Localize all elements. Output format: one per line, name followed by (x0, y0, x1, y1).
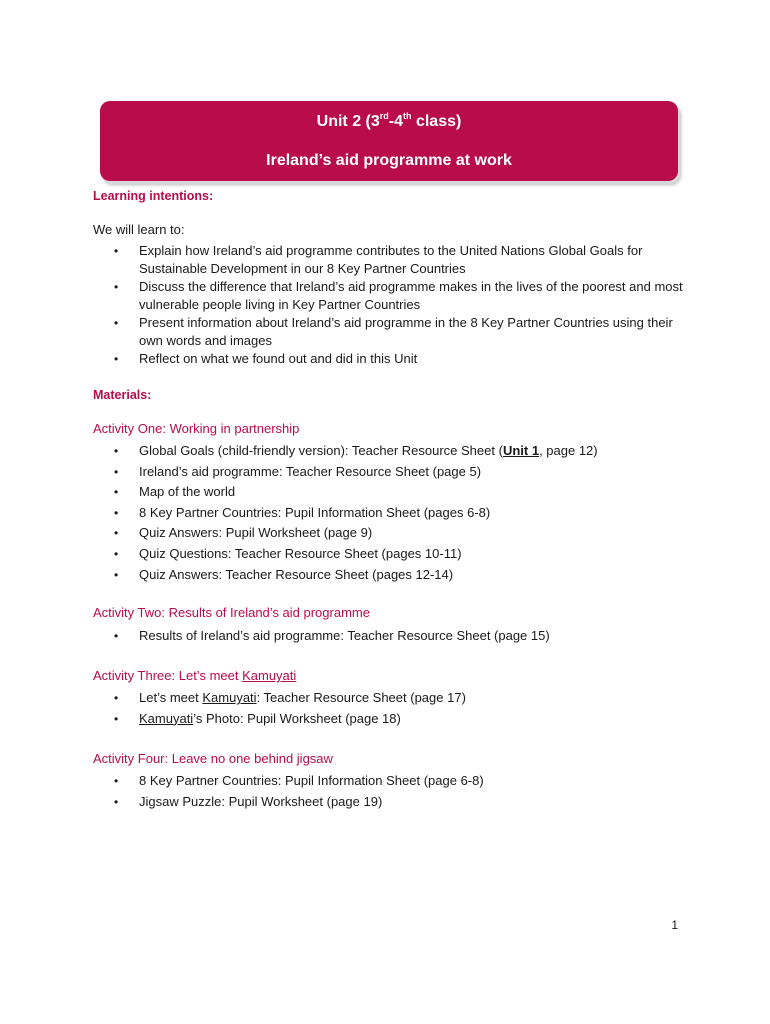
unit-1-link[interactable]: Unit 1 (502, 443, 540, 458)
bullet-icon: • (114, 794, 119, 809)
activity-three-heading: Activity Three: Let’s meet Kamuyati (93, 668, 297, 683)
bullet-icon: • (114, 629, 119, 643)
page-number: 1 (671, 918, 678, 932)
list-item: • Jigsaw Puzzle: Pupil Worksheet (page 19) (114, 793, 383, 809)
list-item: • 8 Key Partner Countries: Pupil Information Sheet (pages 6-8) (114, 504, 491, 520)
list-item: • Global Goals (child-friendly version): Teacher Resource Sheet (Unit 1, page 12) (114, 443, 598, 458)
bullet-icon: • (114, 774, 119, 788)
list-item: • Quiz Answers: Pupil Worksheet (page 9) (114, 525, 373, 541)
bullet-icon: • (114, 546, 119, 561)
unit-subtitle: Ireland’s aid programme at work (266, 152, 512, 169)
list-item: • Results of Ireland’s aid programme: Teacher Resource Sheet (page 15) (114, 628, 550, 643)
bullet-icon: • (114, 444, 119, 458)
list-item: • Quiz Answers: Teacher Resource Sheet (pages 12-14) (114, 566, 454, 582)
list-item: • Discuss the difference that Ireland’s aid programme makes in the lives of the poorest and most vulnerable people living in Key Partner Countries (114, 279, 683, 312)
bullet-icon: • (114, 505, 119, 520)
learning-intro: We will learn to: (93, 222, 185, 237)
unit-title: Unit 2 (3rd-4th class) (316, 110, 462, 130)
activity-two-list (93, 627, 693, 645)
bullet-icon: • (114, 711, 119, 726)
bullet-icon: • (114, 485, 119, 500)
bullet-icon: • (114, 691, 119, 705)
activity-one-list (93, 442, 693, 586)
list-item: • Explain how Ireland’s aid programme contributes to the United Nations Global Goals for Sustainable Development in our 8 Key Partner Countries (114, 243, 643, 276)
activity-one-heading: Activity One: Working in partnership (93, 421, 300, 436)
list-item: • Let’s meet Kamuyati: Teacher Resource Sheet (page 17) (114, 690, 466, 705)
bullet-icon: • (114, 244, 119, 258)
activity-four-heading: Activity Four: Leave no one behind jigsaw (93, 751, 333, 766)
materials-heading: Materials: (93, 388, 152, 402)
list-item: • 8 Key Partner Countries: Pupil Information Sheet (page 6-8) (114, 773, 484, 788)
list-item: • Ireland’s aid programme: Teacher Resource Sheet (page 5) (114, 463, 482, 479)
activity-two-heading: Activity Two: Results of Ireland’s aid programme (93, 605, 370, 620)
activity-three-list (93, 689, 693, 730)
list-item: • Map of the world (114, 484, 236, 500)
learning-intentions-list (93, 242, 693, 368)
unit-title-banner (100, 101, 678, 181)
bullet-icon: • (114, 567, 119, 582)
bullet-icon: • (114, 464, 119, 479)
bullet-icon: • (114, 526, 119, 541)
list-item: • Present information about Ireland’s aid programme in the 8 Key Partner Countries using their own words and images (114, 315, 673, 348)
list-item: • Reflect on what we found out and did in this Unit (114, 351, 418, 366)
bullet-icon: • (114, 352, 119, 366)
list-item: • Quiz Questions: Teacher Resource Sheet (pages 10-11) (114, 545, 462, 561)
bullet-icon: • (114, 280, 119, 294)
list-item: • Kamuyati’s Photo: Pupil Worksheet (page 18) (114, 710, 401, 726)
activity-four-list (93, 772, 693, 813)
learning-intentions-heading: Learning intentions: (93, 189, 214, 203)
bullet-icon: • (114, 316, 119, 330)
